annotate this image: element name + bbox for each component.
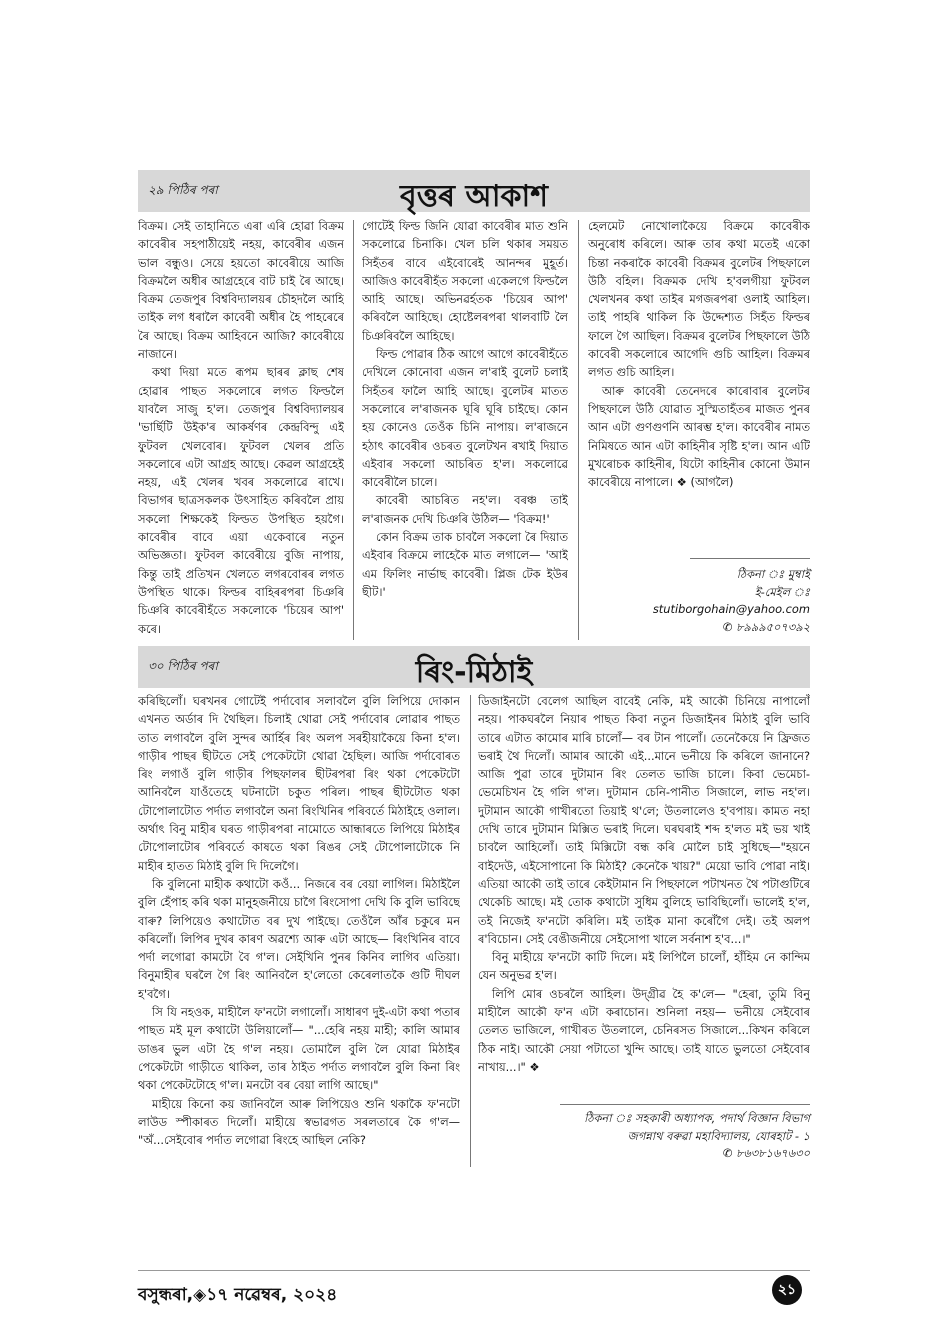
story1-signature (600, 566, 810, 636)
story1-column-2 (362, 217, 568, 643)
magazine-issue: বসুন্ধৰা,◈১৭ নৱেম্বৰ, ২০২৪ (138, 1285, 338, 1305)
story1-column-3 (588, 217, 810, 553)
page-number: ২১ (772, 1275, 802, 1305)
author-address: ঠিকনা ঃ মুম্বাই (736, 567, 810, 581)
story2-continued-from: ৩০ পিঠিৰ পৰা (148, 659, 218, 673)
story2-signature (490, 1110, 810, 1163)
signature-rule (690, 558, 810, 559)
paragraph: কৰিছিলোঁ। ঘৰখনৰ গোটেই পৰ্দাবোৰ সলাবলৈ বুলি লিপিয়ে দোকান এখনত অৰ্ডাৰ দি থৈছিল। চিলাই থোৱা সেই পৰ্দাবোৰ লোৱাৰ পাছত তাত লগাবলৈ বুলি সুন্দৰ আৰ্হিৰ ৰিং অলপ সৰহীয়াকৈয়ে কিনা হ'ল। গাড়ীৰ পাছৰ ছীটতে সেই পেকেটটো থোৱা হৈছিল। আজি পৰ্দাবোৰত ৰিং লগাওঁ বুলি গাড়ীৰ পিছফালৰ ছীটৰপৰা ৰিং থকা পেকেটটো আনিবলৈ যাওঁতেহে ঘটনাটো চকুত পৰিল। পাছৰ ছীটটোত থকা টোপোলাটোত পৰ্দাত লগাবলৈ অনা ৰিংখিনিৰ পৰিবৰ্তে মিঠাইহে ওলাল। অৰ্থাৎ বিনু মাহীৰ ঘৰত গাড়ীৰপৰা নামোতে আন্ধাৰতে লিপিয়ে মিঠাইৰ টোপোলাটোৰ পৰিবৰ্তে কাষতে থকা ৰিঙৰ সেই টোপোলাটোকে নি মাহীৰ হাতত মিঠাই বুলি দি দিলেগৈ। (138, 694, 460, 873)
author-email: stutiborgohain@yahoo.com (652, 602, 810, 616)
author-email-label: ই-মেইল ঃ (754, 584, 810, 599)
paragraph: হেলমেট নোখোলাকৈয়ে বিক্ৰমে কাবেৰীক অনুৰোধ কৰিলে। আৰু তাৰ কথা মতেই একো চিন্তা নকৰাকৈ কাবেৰী বিক্ৰমৰ বুলেটৰ পিছফালে উঠি বহিল। বিক্ৰমক দেখি হ'বলগীয়া ফুটবল খেলখনৰ কথা তাইৰ মগজৰপৰা ওলাই আহিল। তাই পাহৰি থাকিল কি উদ্দেশ্যত সিহঁত ফিল্ডৰ ফালে গৈ আছিল। বিক্ৰমৰ বুলেটৰ পিছফালে উঠি কাবেৰী সকলোৰে আগেদি গুচি আহিল। বিক্ৰমৰ লগত গুচি আহিল। (588, 219, 810, 380)
footer-rule (138, 1270, 810, 1271)
paragraph: লিপি মোৰ ওচৰলৈ আহিল। উদ্‌গ্ৰীৱ হৈ ক'লে— "হেৰা, তুমি বিনু মাহীলৈ আকৌ ফ'ন এটা কৰাচোন। শুনিলা নহয়— ভনীয়ে সেইবোৰ তেলত ভাজিলে, গাখীৰত উতলালে, চেনিৰসত সিজালে...কিখন কৰিলে ঠিক নাই। আকৌ সেয়া পটাতো খুন্দি আছে। তাই যাতে ভুলতো সেইবোৰ নাখায়...।" ❖ (478, 986, 810, 1074)
paragraph: আৰু কাবেৰী তেনেদৰে কাৰোবাৰ বুলেটৰ পিছফালে উঠি যোৱাত সুস্মিতাহঁতৰ মাজত পুনৰ আন এটা গুণগুণনি আৰম্ভ হ'ল। কাবেৰীৰ নামত নিমিষতে আন এটা কাহিনীৰ সৃষ্টি হ'ল। আন এটি মুখৰোচক কাহিনীৰ, যিটো কাহিনীৰ কোনো উমান কাবেৰীয়ে নাপালে। ❖ (আগলৈ) (588, 383, 810, 490)
paragraph: ডিজাইনটো বেলেগ আছিল বাবেই নেকি, মই আকৌ চিনিয়ে নাপালোঁ নহয়। পাকঘৰলৈ নিয়াৰ পাছত কিবা নতুন ডিজাইনৰ মিঠাই বুলি ভাবি তাৰে এটাত কামোৰ মাৰি চালোঁ— বৰ টান পালোঁ। তেনেকৈয়ে নি ফ্ৰিজত ভৰাই থৈ দিলোঁ। আমাৰ আকৌ এই...মানে ভনীয়ে কি কৰিলে জানানে? আজি পুৱা তাৰে দুটামান ৰিং তেলত ভাজি চালে। কিবা ভেমেচা-ভেমেচিখন হৈ গলি গ'ল। দুটামান চেনি-পানীত সিজালে, লাভ নহ'ল। দুটামান আকৌ গাখীৰতো তিয়াই থ'লে; উতলালেও হ'বপায়। কামত নহা দেখি তাৰে দুটামান মিক্সিত ভৰাই দিলে। ঘৰঘৰাই শব্দ হ'লত মই ভয় খাই চাবলৈ আহিলোঁ। তাই মিক্সিটো বন্ধ কৰি মোলৈ চাই সুধিছে—"হয়নে বাইদেউ, এইসোপানো কি মিঠাই? কেনেকৈ খায়?" মেয়ো ভাবি পোৱা নাই। এতিয়া আকৌ তাই তাৰে কেইটামান নি পিছফালে পটাখনত থৈ পটাগুটিৰে থেকেচি আছে। মই তোক কথাটো সুধিম বুলিহে ভাবিছিলোঁ। ভালেই হ'ল, তই নিজেই ফ'নটো কৰিলি। মই তাইক মানা কৰোঁগৈ দেই। তই অলপ ৰ'বিচোন। সেই বেঙীজনীয়ে সেইসোপা খালে সৰ্বনাশ হ'ব...।" (478, 694, 810, 946)
author-phone: ✆ ৮৬৩৮১৬৭৬৩০ (722, 1146, 810, 1160)
column-divider (578, 220, 579, 640)
story1-banner (138, 170, 810, 212)
story2-title: ৰিং-মিঠাই (415, 655, 533, 690)
paragraph: ফিল্ড পোৱাৰ ঠিক আগে আগে কাবেৰীহঁতে দেখিলে কোনোবা এজন ল'ৰাই বুলেট চলাই সিহঁতৰ ফালৈ আহি আছে। বুলেটৰ মাতত সকলোৰে ল'ৰাজনক ঘূৰি ঘূৰি চাইছে। কোন হয় কোনেও তেওঁক চিনি নাপায়। ল'ৰাজনে হঠাৎ কাবেৰীৰ ওচৰত বুলেটখন ৰখাই দিয়াত এইবাৰ সকলো আচৰিত হ'ল। সকলোৱে কাবেৰীলৈ চালে। (362, 347, 568, 490)
paragraph: বিনু মাহীয়ে ফ'নটো কাটি দিলে। মই লিপিলৈ চালোঁ, হাঁহিম নে কান্দিম যেন অনুভৱ হ'ল। (478, 950, 810, 983)
story2-banner (138, 646, 810, 688)
paragraph: কথা দিয়া মতে ৰূপম ছাৰৰ ক্লাছ শেষ হোৱাৰ পাছত সকলোৰে লগত ফিল্ডলৈ যাবলৈ সাজু হ'ল। তেজপুৰ বিশ্ববিদ্যালয়ৰ 'ভাৰ্ছিটি উইক'ৰ আকৰ্ষণৰ কেন্দ্ৰবিন্দু এই ফুটবল খেলবোৰ। ফুটবল খেলৰ প্ৰতি সকলোৰে এটা আগ্ৰহ আছে। কেৱল আগ্ৰহেই নহয়, এই খেলৰ খবৰ সকলোৱে ৰাখে। বিভাগৰ ছাত্ৰসকলক উৎসাহিত কৰিবলৈ প্ৰায় সকলো শিক্ষকেই ফিল্ডত উপস্থিত হয়গৈ। কাবেৰীৰ বাবে এয়া একেবাৰে নতুন অভিজ্ঞতা। ফুটবল কাবেৰীয়ে বুজি নাপায়, কিন্তু তাই প্ৰতিখন খেলতে লগৰবোৰৰ লগত উপস্থিত থাকে। ফিল্ডৰ বাহিৰৰপৰা চিঞৰি চিঞৰি কাবেৰীহঁতে সকলোকে 'চিয়েৰ আপ' কৰে। (138, 365, 344, 636)
paragraph: মাহীয়ে কিনো কয় জানিবলৈ আৰু লিপিয়েও শুনি থকাকৈ ফ'নটো লাউড স্পীকাৰত দিলোঁ। মাহীয়ে স্বভাৱগত সৰলতাৰে কৈ গ'ল— "অঁ...সেইবোৰ পৰ্দাত লগোৱা ৰিংহে আছিল নেকি? (138, 1096, 460, 1148)
paragraph: সি যি নহওক, মাহীলৈ ফ'নটো লগালোঁ। সাধাৰণ দুই-এটা কথা পতাৰ পাছত মই মূল কথাটো উলিয়ালোঁ— "...হেৰি নহয় মাহী; কালি আমাৰ ডাঙৰ ভুল এটা হৈ গ'ল নহয়। তোমালৈ বুলি লৈ যোৱা মিঠাইৰ পেকেটটো গাড়ীতে থাকিল, তাৰ ঠাইত পৰ্দাত লগাবলৈ বুলি কিনা ৰিং থকা পেকেটটোহে গ'ল। মনটো বৰ বেয়া লাগি আছে।" (138, 1005, 460, 1093)
author-address-line-1: ঠিকনা ঃ সহকাৰী অধ্যাপক, পদাৰ্থ বিজ্ঞান বিভাগ (584, 1111, 810, 1125)
story1-title: বৃত্তৰ আকাশ (400, 179, 548, 214)
story1-continued-from: ২৯ পিঠিৰ পৰা (148, 183, 218, 197)
story2-column-2 (478, 692, 810, 1098)
story2-column-1 (138, 692, 460, 1170)
column-divider (353, 220, 354, 640)
paragraph: কোন বিক্ৰম তাক চাবলৈ সকলো ৰৈ দিয়াত এইবাৰ বিক্ৰমে লাহেকৈ মাত লগালে— 'আই এম ফিলিং নাৰ্ভাছ কাবেৰী। প্লিজ টেক ইউৰ ছীট।' (362, 530, 568, 599)
column-divider (470, 695, 471, 1167)
paragraph: কি বুলিনো মাহীক কথাটো কওঁ... নিজৰে বৰ বেয়া লাগিল। মিঠাইলৈ বুলি হেঁপাহ কৰি থকা মানুহজনীয়ে চাগৈ ৰিংসোপা দেখি কি বুলি ভাবিছে বাৰু? লিপিয়েও কথাটোত বৰ দুখ পাইছে। তেওঁলৈ আঁৰ চকুৰে মন কৰিলোঁ। লিপিৰ দুখৰ কাৰণ অৱশ্যে আৰু এটা আছে— ৰিংখিনিৰ বাবে পৰ্দা লগোৱা কামটো বৈ গ'ল। সেইখিনি পুনৰ কিনিব লাগিব এতিয়া। বিনুমাহীৰ ঘৰলৈ গৈ ৰিং আনিবলৈ হ'লেতো কেৰেলাতকৈ গুটি দীঘল হ'বগৈ। (138, 876, 460, 1001)
paragraph: গোটেই ফিল্ড জিনি যোৱা কাবেৰীৰ মাত শুনি সকলোৱে চিনাকি। খেল চলি থকাৰ সময়ত সিহঁতৰ বাবে এইবোৰেই আনন্দৰ মুহূৰ্ত। আজিও কাবেৰীহঁত সকলো একেলগে ফিল্ডলৈ আহি আছে। অভিনৱৰ্হতক 'চিয়েৰ আপ' কৰিবলৈ আহিছে। হোষ্টেলৰপৰা থালবাটি লৈ চিঞৰিবলৈ আহিছে। (362, 219, 568, 343)
paragraph: কাবেৰী আচৰিত নহ'ল। বৰঞ্চ তাই ল'ৰাজনক দেখি চিঞৰি উঠিল— 'বিক্ৰম!' (362, 493, 568, 526)
author-address-line-2: জগন্নাথ বৰুৱা মহাবিদ্যালয়, যোৰহাট - ১ (627, 1128, 810, 1143)
paragraph: বিক্ৰম। সেই তাহানিতে এৰা এৰি হোৱা বিক্ৰম কাবেৰীৰ সহপাঠীয়েই নহয়, কাবেৰীৰ এজন ভাল বন্ধুও। সেয়ে হয়তো কাবেৰীয়ে আজি বিক্ৰমলৈ অধীৰ আগ্ৰহেৰে বাট চাই ৰৈ আছে। বিক্ৰম তেজপুৰ বিশ্ববিদ্যালয়ৰ চৌহদলৈ আহি তাইক লগ ধৰালৈ কাবেৰী অধীৰ হৈ পাহৰেৰে ৰৈ আছে। বিক্ৰম আহিবনে আজি? কাবেৰীয়ে নাজানে। (138, 219, 344, 362)
story1-column-1 (138, 217, 344, 643)
signature-rule (560, 1104, 810, 1105)
author-phone: ✆ ৮৯৯৯৫০৭৩৯২ (722, 619, 810, 634)
